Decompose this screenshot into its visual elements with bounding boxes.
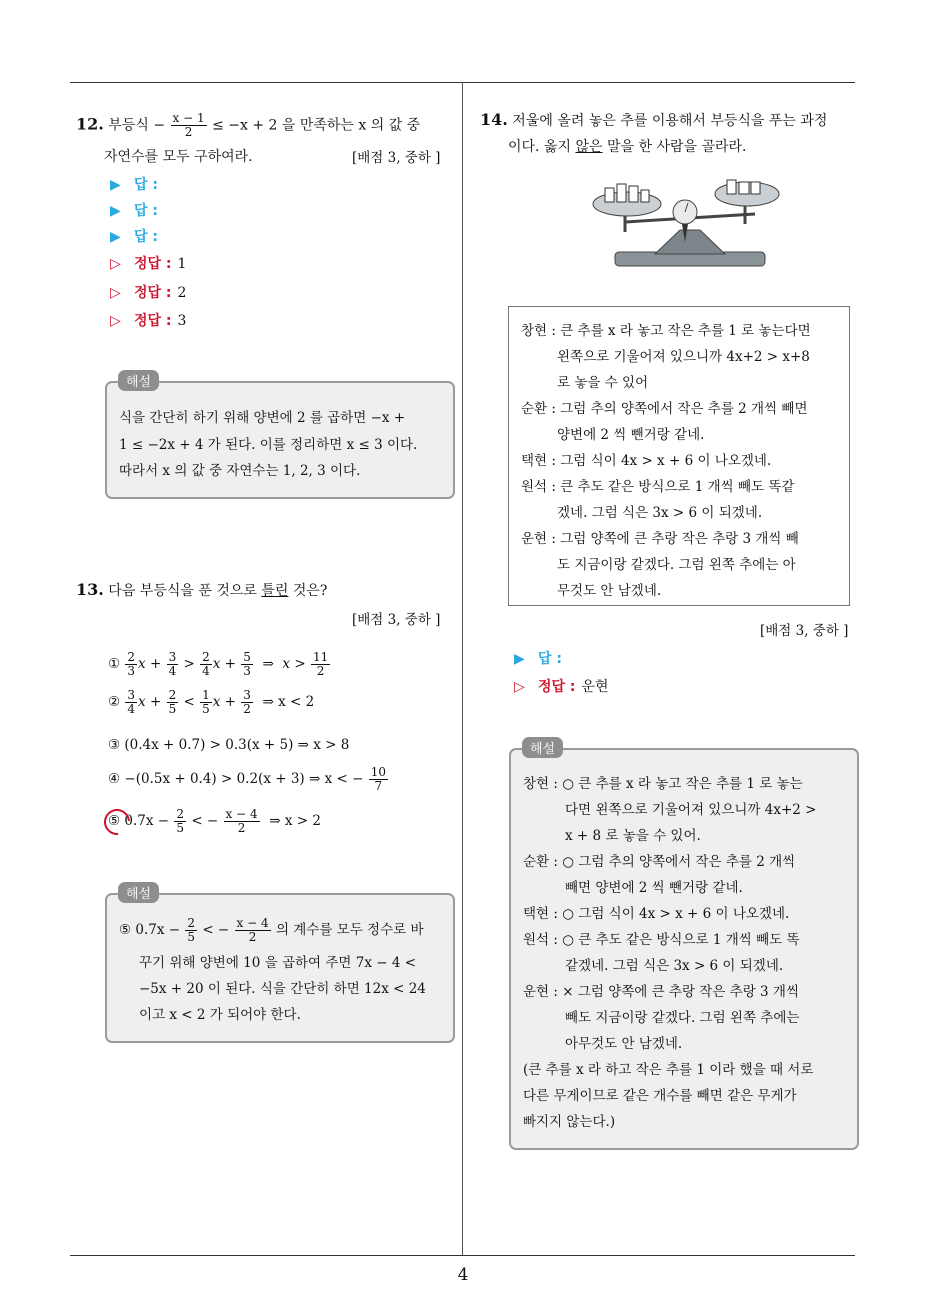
q13-expl-line: ⑤ 0.7x − $\frac{2}{5}$ < − $\frac{x - 4}{2}$ 의 계수를 모두 정수로 바 (119, 916, 424, 944)
q14-score-meta: [배점 3, 중하 ] (760, 623, 849, 639)
q13-expl-line: 꾸기 위해 양변에 10 을 곱하여 주면 7x − 4 < (139, 955, 417, 971)
q13-option-1[interactable]: ① $\frac{2}{3}$ x + $\frac{3}{4}$ > $\frac{2}{4}$ x + $\frac{5}{3}$ ⇒ x > $\frac{11}{2}$ (108, 650, 329, 678)
q12-correct-answer-1: ▷ 정답 : 1 (110, 256, 187, 272)
balance-scale-image (585, 170, 785, 270)
q14-explanation-box (509, 748, 859, 1150)
q14-expl-line: 같겠네. 그럼 식은 3x > 6 이 되겠네. (565, 958, 784, 974)
q14-answer-field[interactable]: ▶ 답 : (514, 651, 562, 667)
q12-stem (76, 112, 420, 139)
correct-arrow-icon: ▷ (110, 313, 121, 329)
q12-explanation-box (105, 381, 455, 499)
q12-text-a: 부등식 − (108, 117, 166, 134)
answer-arrow-icon: ▶ (110, 229, 121, 245)
q14-expl-line: 다면 왼쪽으로 기울어져 있으니까 4x+2 > (565, 802, 817, 818)
q13-option-4[interactable]: ④ −(0.5x + 0.4) > 0.2(x + 3) ⇒ x < − $\frac{10}{7}$ (108, 765, 386, 793)
dialogue-line: 무것도 안 남겠네. (557, 583, 662, 599)
q14-expl-line: 아무것도 안 남겠네. (565, 1036, 683, 1052)
q12-correct-answer-3: ▷ 정답 : 3 (110, 313, 187, 329)
q12-answer-field-1[interactable]: ▶ 답 : (110, 177, 158, 193)
q14-expl-line: 빠지지 않는다.) (523, 1114, 616, 1130)
q13-score-meta: [배점 3, 중하 ] (352, 612, 441, 628)
q14-expl-line: x + 8 로 놓을 수 있어. (565, 828, 701, 844)
q12-score-meta: [배점 3, 중하 ] (352, 150, 441, 166)
q14-underlined-word: 않은 (575, 139, 603, 155)
q12-answer-field-3[interactable]: ▶ 답 : (110, 229, 158, 245)
dialogue-line: 원석 : 큰 추도 같은 방식으로 1 개씩 빼도 똑같 (521, 479, 795, 495)
column-divider (462, 82, 463, 1255)
q14-expl-line: 빼도 지금이랑 같겠다. 그럼 왼쪽 추에는 (565, 1010, 800, 1026)
q14-expl-line: 다른 무게이므로 같은 개수를 빼면 같은 무게가 (523, 1088, 797, 1104)
q13-expl-line: −5x + 20 이 된다. 식을 간단히 하면 12x < 24 (139, 981, 426, 997)
q14-expl-line: (큰 추를 x 라 하고 작은 추를 1 이라 했을 때 서로 (523, 1062, 814, 1078)
q14-expl-line: 순환 : ○ 그럼 추의 양쪽에서 작은 추를 2 개씩 (523, 854, 796, 870)
q12-expl-line: 식을 간단히 하기 위해 양변에 2 를 곱하면 −x + (119, 410, 406, 426)
q14-dialogue-box (508, 306, 850, 606)
q13-option-5[interactable]: ⑤ 0.7x − $\frac{2}{5}$ < − $\frac{x - 4}{2}$ ⇒ x > 2 (108, 807, 321, 835)
q12-answer-field-2[interactable]: ▶ 답 : (110, 203, 158, 219)
answer-arrow-icon: ▶ (514, 651, 525, 667)
q13-expl-line: 이고 x < 2 가 되어야 한다. (139, 1007, 301, 1023)
page-number: 4 (457, 1265, 469, 1285)
q14-stem-line2: 이다. 옳지 않은 말을 한 사람을 골라라. (508, 139, 747, 155)
q13-number: 13. (76, 580, 104, 599)
bottom-rule (70, 1255, 855, 1256)
q14-text: 저울에 올려 놓은 추를 이용해서 부등식을 푸는 과정 (512, 113, 828, 129)
dialogue-line: 왼쪽으로 기울어져 있으니까 4x+2 > x+8 (557, 349, 810, 365)
q13-stem (76, 580, 327, 600)
q14-correct-answer: ▷ 정답 : 운현 (514, 679, 609, 695)
correct-arrow-icon: ▷ (110, 256, 121, 272)
q14-expl-line: 빼면 양변에 2 씩 뺀거랑 같네. (565, 880, 743, 896)
dialogue-line: 도 지금이랑 같겠다. 그럼 왼쪽 추에는 아 (557, 557, 796, 573)
q12-expl-line: 따라서 x 의 값 중 자연수는 1, 2, 3 이다. (119, 463, 361, 479)
q13-explanation-tag: 해설 (118, 882, 159, 903)
q14-stem (480, 110, 827, 130)
q14-expl-line: 택현 : ○ 그럼 식이 4x > x + 6 이 나오겠네. (523, 906, 790, 922)
answer-arrow-icon: ▶ (110, 177, 121, 193)
answer-arrow-icon: ▶ (110, 203, 121, 219)
q14-expl-line: 운현 : × 그럼 양쪽에 큰 추랑 작은 추랑 3 개씩 (523, 984, 800, 1000)
q13-text: 다음 부등식을 푼 것으로 (108, 583, 257, 599)
dialogue-line: 순환 : 그럼 추의 양쪽에서 작은 추를 2 개씩 빼면 (521, 401, 808, 417)
dialogue-line: 겠네. 그럼 식은 3x > 6 이 되겠네. (557, 505, 763, 521)
q14-explanation-tag: 해설 (522, 737, 563, 758)
q12-correct-answer-2: ▷ 정답 : 2 (110, 285, 187, 301)
q13-text-tail: 것은? (292, 583, 328, 599)
q13-option-2[interactable]: ② $\frac{3}{4}$ x + $\frac{2}{5}$ < $\frac{1}{5}$ x + $\frac{3}{2}$ ⇒ x < 2 (108, 688, 315, 716)
q12-number: 12. (76, 114, 104, 134)
q13-option-3[interactable]: ③ (0.4x + 0.7) > 0.3(x + 5) ⇒ x > 8 (108, 737, 350, 753)
dialogue-line: 로 놓을 수 있어 (557, 375, 649, 391)
dialogue-line: 창현 : 큰 추를 x 라 놓고 작은 추를 1 로 놓는다면 (521, 323, 811, 339)
q12-text-b: ≤ −x + 2 을 만족하는 x 의 값 중 (212, 117, 421, 134)
q13-underlined-word: 틀린 (261, 583, 289, 599)
q14-expl-line: 원석 : ○ 큰 추도 같은 방식으로 1 개씩 빼도 똑 (523, 932, 800, 948)
correct-arrow-icon: ▷ (110, 285, 121, 301)
dialogue-line: 운현 : 그럼 양쪽에 큰 추랑 작은 추랑 3 개씩 빼 (521, 531, 799, 547)
q13-explanation-box (105, 893, 455, 1043)
q14-expl-line: 창현 : ○ 큰 추를 x 라 놓고 작은 추를 1 로 놓는 (523, 776, 803, 792)
q12-stem-line2: 자연수를 모두 구하여라. (104, 149, 253, 165)
q12-expl-line: 1 ≤ −2x + 4 가 된다. 이를 정리하면 x ≤ 3 이다. (119, 437, 418, 453)
q14-number: 14. (480, 110, 508, 129)
correct-arrow-icon: ▷ (514, 679, 525, 695)
dialogue-line: 택현 : 그럼 식이 4x > x + 6 이 나오겠네. (521, 453, 772, 469)
dialogue-line: 양변에 2 씩 뺀거랑 같네. (557, 427, 705, 443)
q12-fraction: $\frac{x - 1}{2}$ (172, 111, 205, 139)
q12-explanation-tag: 해설 (118, 370, 159, 391)
